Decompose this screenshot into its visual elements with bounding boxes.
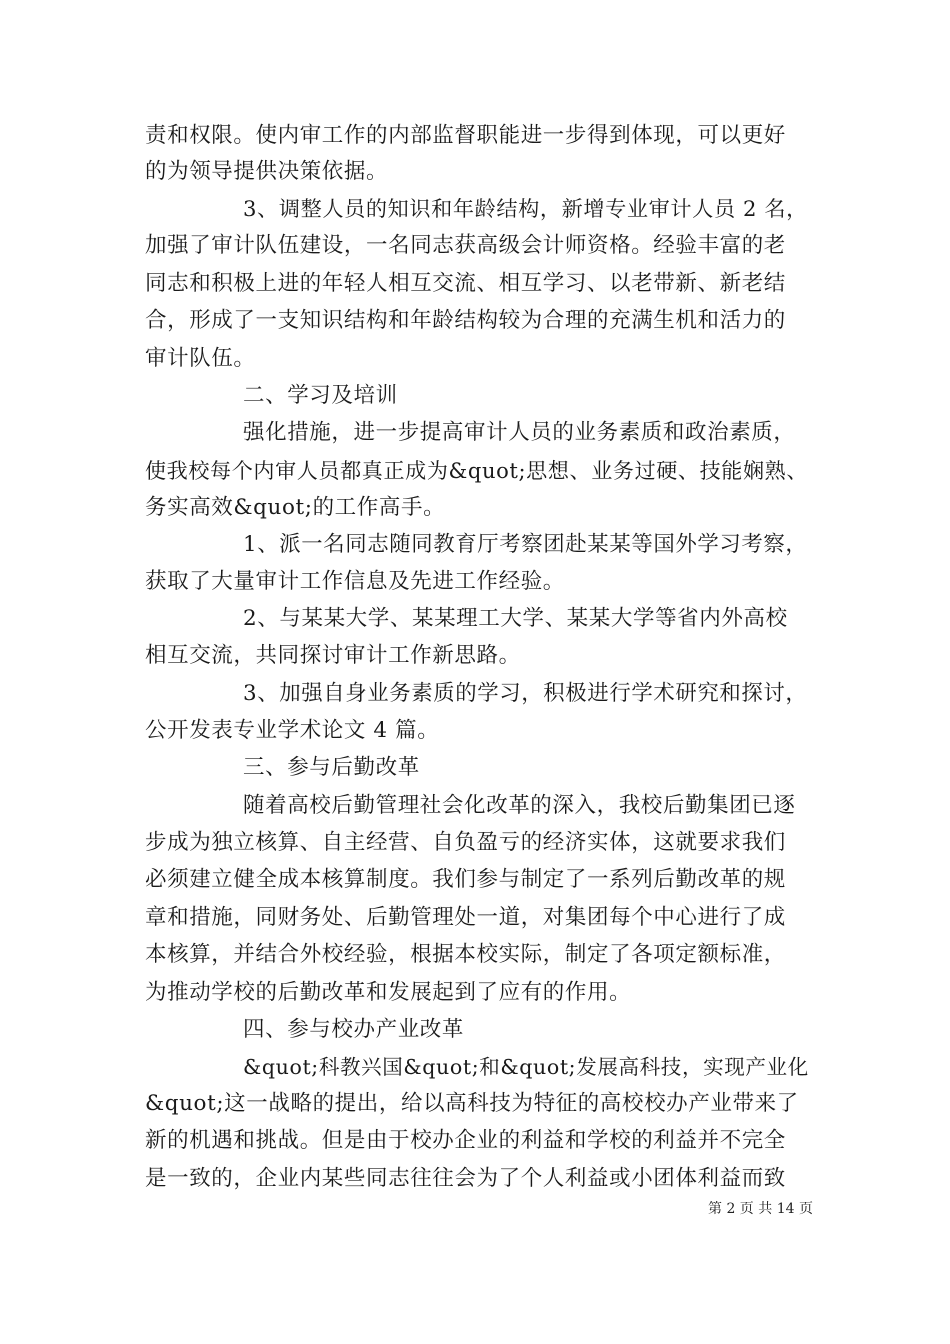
text-line: 新的机遇和挑战。但是由于校办企业的利益和学校的利益并不完全 — [145, 1128, 786, 1153]
page-number-footer: 第 2 页 共 14 页 — [708, 1201, 813, 1217]
text-line: 审计队伍。 — [145, 346, 256, 371]
text-line: 步成为独立核算、自主经营、自负盈亏的经济实体，这就要求我们 — [145, 830, 786, 855]
text-line: 为推动学校的后勤改革和发展起到了应有的作用。 — [145, 980, 632, 1005]
text-line: 1、派一名同志随同教育厅考察团赴某某等国外学习考察， — [243, 532, 808, 557]
text-line: 务实高效&quot;的工作高手。 — [145, 495, 446, 520]
text-line: 必须建立健全成本核算制度。我们参与制定了一系列后勤改革的规 — [145, 867, 786, 892]
text-line: 本核算，并结合外校经验，根据本校实际，制定了各项定额标准， — [145, 942, 786, 967]
text-line: &quot;科教兴国&quot;和&quot;发展高科技，实现产业化 — [243, 1055, 809, 1079]
text-line: 强化措施，进一步提高审计人员的业务素质和政治素质， — [243, 420, 796, 445]
section-heading: 二、学习及培训 — [243, 383, 398, 408]
text-line: &quot;这一战略的提出，给以高科技为特征的高校校办产业带来了 — [145, 1091, 799, 1116]
text-line: 2、与某某大学、某某理工大学、某某大学等省内外高校 — [243, 606, 788, 631]
text-line: 使我校每个内审人员都真正成为&quot;思想、业务过硬、技能娴熟、 — [145, 458, 809, 483]
text-line: 合，形成了一支知识结构和年龄结构较为合理的充满生机和活力的 — [145, 308, 786, 333]
text-line: 3、加强自身业务素质的学习，积极进行学术研究和探讨， — [243, 681, 808, 706]
text-line: 相互交流，共同探讨审计工作新思路。 — [145, 643, 521, 668]
text-line: 3、调整人员的知识和年龄结构，新增专业审计人员 2 名， — [243, 196, 808, 221]
text-line: 同志和积极上进的年轻人相互交流、相互学习、以老带新、新老结 — [145, 271, 786, 296]
text-line: 是一致的，企业内某些同志往往会为了个人利益或小团体利益而致 — [145, 1166, 786, 1191]
section-heading: 四、参与校办产业改革 — [243, 1017, 465, 1042]
text-line: 获取了大量审计工作信息及先进工作经验。 — [145, 569, 565, 594]
text-line: 责和权限。使内审工作的内部监督职能进一步得到体现，可以更好 — [145, 123, 786, 148]
text-line: 公开发表专业学术论文 4 篇。 — [145, 718, 440, 743]
text-line: 随着高校后勤管理社会化改革的深入，我校后勤集团已逐 — [243, 793, 796, 818]
text-line: 加强了审计队伍建设，一名同志获高级会计师资格。经验丰富的老 — [145, 233, 786, 258]
section-heading: 三、参与后勤改革 — [243, 755, 420, 780]
text-line: 的为领导提供决策依据。 — [145, 159, 389, 184]
text-line: 章和措施，同财务处、后勤管理处一道，对集团每个中心进行了成 — [145, 905, 786, 930]
